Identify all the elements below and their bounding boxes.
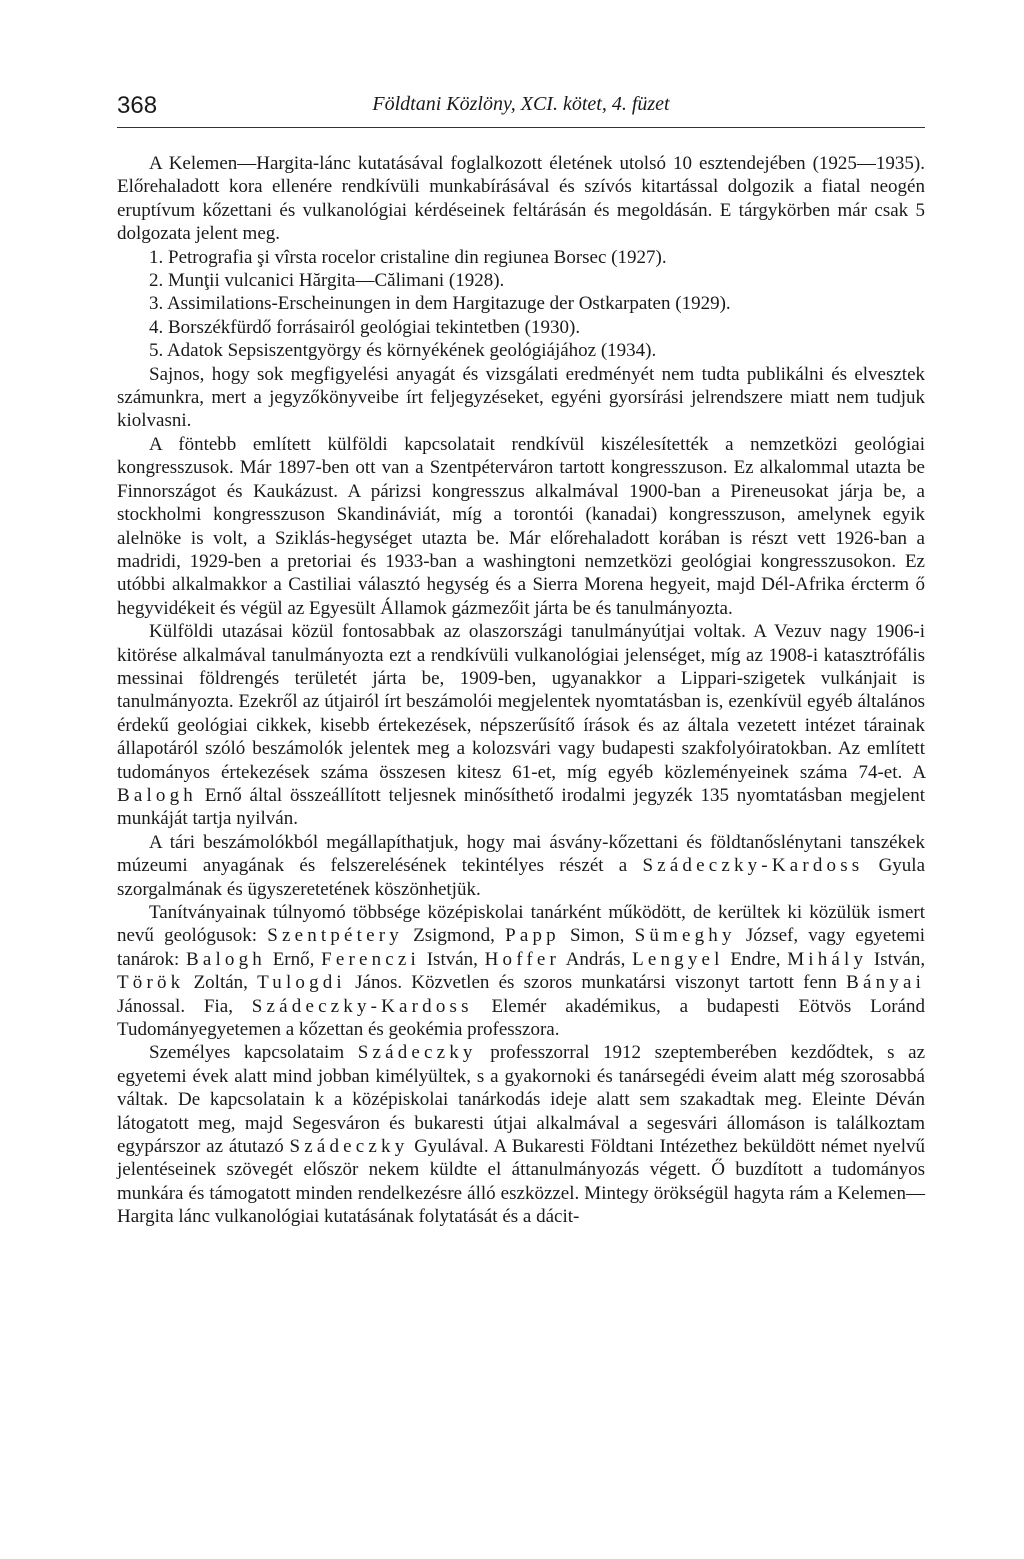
text-run: Elemér akadémikus, a budapesti Eötvös Loránd Tudományegyetemen a kőzettan és geokémia professzora. [117, 995, 925, 1041]
spaced-name: Mihály [787, 948, 868, 970]
body-text [117, 152, 925, 1229]
text-run: Zsigmond, [413, 925, 495, 947]
spaced-name: Szádeczky [357, 1042, 477, 1064]
spaced-name: Balogh [117, 784, 197, 806]
text-run: Jánossal. Fia, [117, 995, 233, 1017]
text-run: József, vagy egyetemi tanárok: [117, 925, 926, 970]
spaced-name: Lengyel [632, 948, 724, 970]
publication-item: 2. Munţii vulcanici Hărgita—Călimani (1928). [149, 270, 505, 292]
publication-item: 4. Borszékfürdő forrásairól geológiai tekintetben (1930). [149, 316, 581, 338]
spaced-name: Papp [505, 925, 560, 947]
text-run: Zoltán, [193, 972, 248, 994]
paragraph-notes-lost: Sajnos, hogy sok megfigyelési anyagát és vizsgálati eredményét nem tudta publikálni és elvesztek számunkra, mert a jegyzőkönyveibe írt feljegyzéseket, egyéni gyorsírási jelrendszere miatt nem tudjuk kiolvasni. [117, 363, 925, 432]
text-run: János. Közvetlen és szoros munkatársi viszonyt tartott fenn [355, 972, 837, 994]
spaced-name: Szentpétery [267, 925, 403, 947]
text-run: Endre, [730, 948, 781, 970]
paragraph-congresses: A föntebb említett külföldi kapcsolatait rendkívül kiszélesítették a nemzetközi geológiai kongresszusok. Már 1897-ben ott van a Szentpéterváron tartott kongresszuson. Ez alkalommal utazta be Finnországot és Kaukázust. A párizsi kongresszus alkalmával 1900-ban a Pireneusokat járja be, a stockholmi kongresszuson Skandináviát, míg a torontói (kanadai) kongresszuson, amelynek egyik alelnöke is volt, a Sziklás-hegységet utazta be. Már előrehaladott korában is részt vett 1926-ban a madridi, 1929-ben a pretoriai és 1933-ban a washingtoni nemzetközi geológiai kongresszusokon. Ez utóbbi alkalmakkor a Castiliai választó hegység és a Sierra Morena hegyeit, majd Dél-Afrika ércterm ő hegyvidékeit és végül az Egyesült Államok gázmezőit járta be és tanulmányozta. [117, 433, 925, 619]
text-run: Ernő által összeállított teljesnek minősíthető irodalmi jegyzék 135 nyomtatásban megjelent munkáját tartja nyilván. [117, 784, 926, 830]
spaced-name: Sümeghy [634, 925, 736, 947]
text-run: Gyulával. A Bukaresti Földtani Intézethez beküldött német nyelvű jelentéseinek szövegét először nekem küldte el áttanulmányozás végett. Ő buzdított a tudományos munkára és támogatott minden rendelkezésre álló eszközzel. Mintegy örökségül hagyta rám a Kelemen—Hargita lánc vulkanológiai kutatásának folytatását és a dácit- [117, 1136, 925, 1228]
spaced-name: Tulogdi [257, 972, 346, 994]
spaced-name: Balogh [186, 948, 266, 970]
text-run: A tári beszámolókból megállapíthatjuk, hogy mai ásvány-kőzettani és földtanőslénytani tanszékek múzeumi anyagának és felszerelésének tekintélyes részét a [117, 831, 925, 877]
intro-paragraph: A Kelemen—Hargita-lánc kutatásával foglalkozott életének utolsó 10 esztendejében (1925—1935). Előrehaladott kora ellenére rendkívüli munkabírásával és szívós kitartással dolgozik a fiatal neogén eruptívum kőzettani és vulkanológiai kérdéseinek feltárásán és megoldásán. E tárgykörben már csak 5 dolgozata jelent meg. [117, 153, 925, 245]
spaced-name: Török [117, 972, 185, 994]
publication-list [117, 246, 925, 363]
paragraph-travels [117, 620, 925, 831]
text-run: Gyula szorgalmának és ügyszeretetének köszönhetjük. [117, 855, 926, 900]
page-number: 368 [117, 92, 158, 119]
paragraph-museum [117, 831, 925, 901]
paragraph-students [117, 901, 925, 1041]
page-header [117, 92, 925, 126]
spaced-name: Bányai [846, 972, 926, 994]
text-run: Külföldi utazásai közül fontosabbak az olaszországi tanulmányútjai voltak. A Vezuv nagy 1906-i kitörése alkalmával tanulmányozta ezt a rendkívüli vulkanológiai jelenséget, míg az 1908-i katasztrófális messinai földrengés területét járta be, 1909-ben, ugyanakkor a Lippari-szigetek vulkánjait is tanulmányozta. Ezekről az útjairól írt beszámolói megjelentek nyomtatásban is, ezenkívül egyéb általános érdekű geológiai cikkek, kisebb értekezések, népszerűsítő írások és az általa vezetett intézet tárainak állapotáról szóló beszámolók jelentek meg a kolozsvári vagy budapesti szakfolyóiratokban. Az említett tudományos értekezések száma összesen kitesz 61-et, míg egyéb közleményeinek száma 74-et. A [117, 621, 925, 783]
text-run: Simon, [570, 925, 625, 947]
spaced-name: Hoffer [484, 948, 561, 970]
text-run: András, [565, 948, 626, 970]
publication-item: 1. Petrografia şi vîrsta rocelor cristaline din regiunea Borsec (1927). [149, 246, 667, 268]
text-run: István, [426, 948, 478, 970]
header-rule [117, 127, 925, 128]
running-title: Földtani Közlöny, XCI. kötet, 4. füzet [372, 93, 670, 115]
spaced-name: Szádeczky-Kardoss [251, 995, 473, 1017]
text-run: István, [873, 948, 926, 970]
publication-item: 3. Assimilations-Erscheinungen in dem Hargitazuge der Ostkarpaten (1929). [149, 293, 731, 315]
text-run: Ernő, [272, 948, 315, 970]
spaced-name: Szádeczky-Kardoss [642, 855, 864, 877]
spaced-name: Szádeczky [289, 1136, 409, 1158]
spaced-name: Ferenczi [321, 948, 420, 970]
publication-item: 5. Adatok Sepsiszentgyörgy és környékének geológiájához (1934). [149, 340, 657, 362]
text-run: professzorral 1912 szeptemberében kezdődtek, s az egyetemi évek alatt mind jobban kimélyültek, s a gyakornoki és tanársegédi éveim alatt még szorosabbá váltak. De kapcsolatain k a középiskolai tanárkodás ideje alatt sem szakadtak meg. Eleinte Déván látogatott meg, majd Segesváron és bukaresti útjai alkalmával a segesvári állomáson is találkoztam egypárszor az átutazó [117, 1042, 925, 1158]
text-run: Személyes kapcsolataim [149, 1042, 345, 1064]
text-run: Tanítványainak túlnyomó többsége középiskolai tanárként működött, de kerültek ki közülük ismert nevű geológusok: [117, 902, 925, 947]
paragraph-personal [117, 1041, 925, 1228]
